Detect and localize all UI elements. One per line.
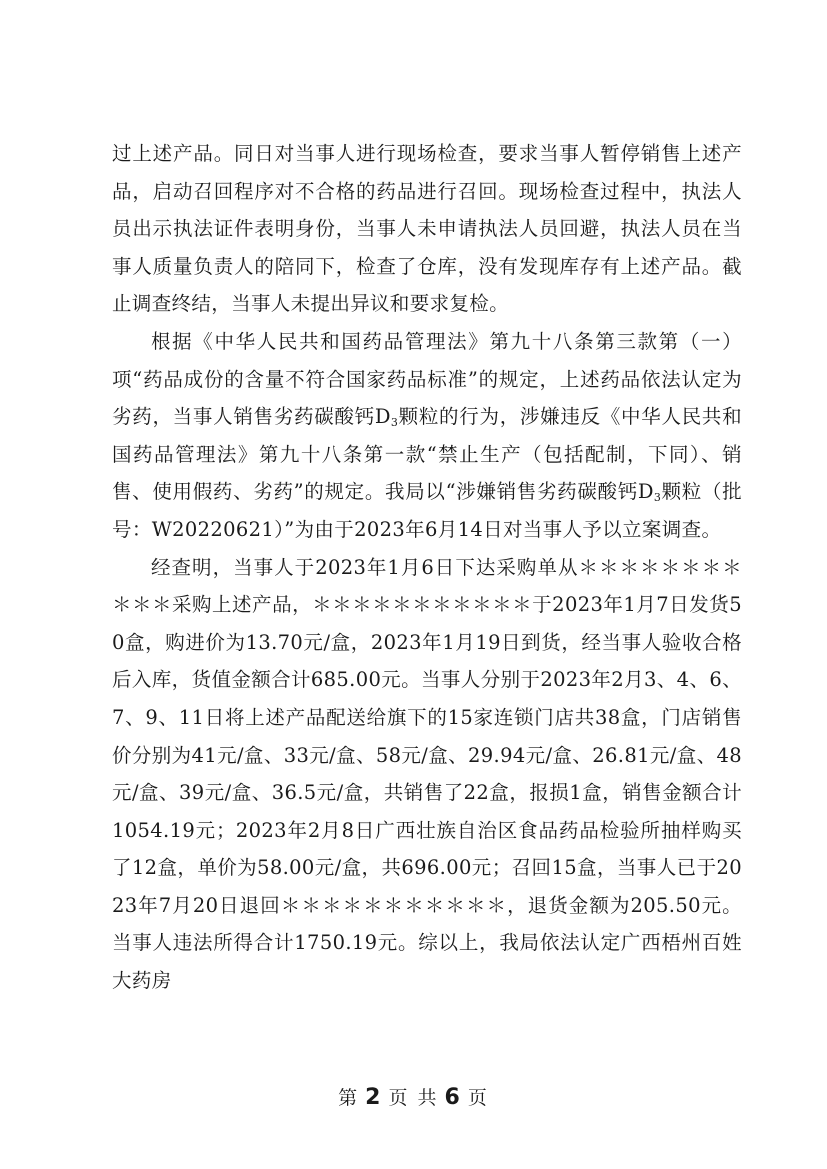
total-pages: 6: [444, 1085, 462, 1110]
document-body: [112, 135, 742, 1000]
paragraph-text: 经查明，当事人于2023年1月6日下达采购单从＊＊＊＊＊＊＊＊＊＊＊采购上述产品，＊＊＊＊＊＊＊＊＊＊＊于2023年1月7日发货50盒，购进价为13.70元/盒，2023年1月19日到货，经当事人验收合格后入库，货值金额合计685.00元。当事人分别于2023年2月3、4、6、7、9、11日将上述产品配送给旗下的15家连锁门店共38盒，门店销售价分别为41元/盒、33元/盒、58元/盒、29.94元/盒、26.81元/盒、48元/盒、39元/盒、36.5元/盒，共销售了22盒，报损1盒，销售金额合计1054.19元；2023年2月8日广西壮族自治区食品药品检验所抽样购买了12盒，单价为58.00元/盒，共696.00元；召回15盒，当事人已于2023年7月20日退回＊＊＊＊＊＊＊＊＊＊＊，退货金额为205.50元。当事人违法所得合计1750.19元。综以上，我局依法认定广西梧州百姓大药房: [112, 555, 742, 993]
paragraph: [112, 135, 742, 323]
paragraph: [112, 323, 742, 549]
subscript-text: 3: [653, 491, 662, 505]
subscript-text: 3: [390, 416, 399, 430]
page-number: 2: [365, 1085, 383, 1110]
footer-prefix: 第: [338, 1087, 360, 1109]
paragraph-text: 颗粒（批号：W20220621）”为由于2023年6月14日对当事人予以立案调查。: [112, 480, 743, 541]
paragraph: [112, 549, 742, 1000]
footer-suffix: 页: [467, 1087, 489, 1109]
footer-middle: 页 共: [388, 1087, 439, 1109]
page-footer: [0, 1083, 827, 1113]
paragraph-text: 根据《中华人民共和国药品管理法》第九十八条第三款第（一）项“药品成份的含量不符合国家药品标准”的规定，上述药品依法认定为劣药，当事人销售劣药碳酸钙D: [112, 329, 742, 429]
paragraph-text: 颗粒的行为，涉嫌违反《中华人民共和国药品管理法》第九十八条第一款“禁止生产（包括配制，下同）、销售、使用假药、劣药”的规定。我局以“涉嫌销售劣药碳酸钙D: [112, 405, 742, 504]
paragraph-text: 过上述产品。同日对当事人进行现场检查，要求当事人暂停销售上述产品，启动召回程序对不合格的药品进行召回。现场检查过程中，执法人员出示执法证件表明身份，当事人未申请执法人员回避，执法人员在当事人质量负责人的陪同下，检查了仓库，没有发现库存有上述产品。截止调查终结，当事人未提出异议和要求复检。: [112, 142, 742, 316]
